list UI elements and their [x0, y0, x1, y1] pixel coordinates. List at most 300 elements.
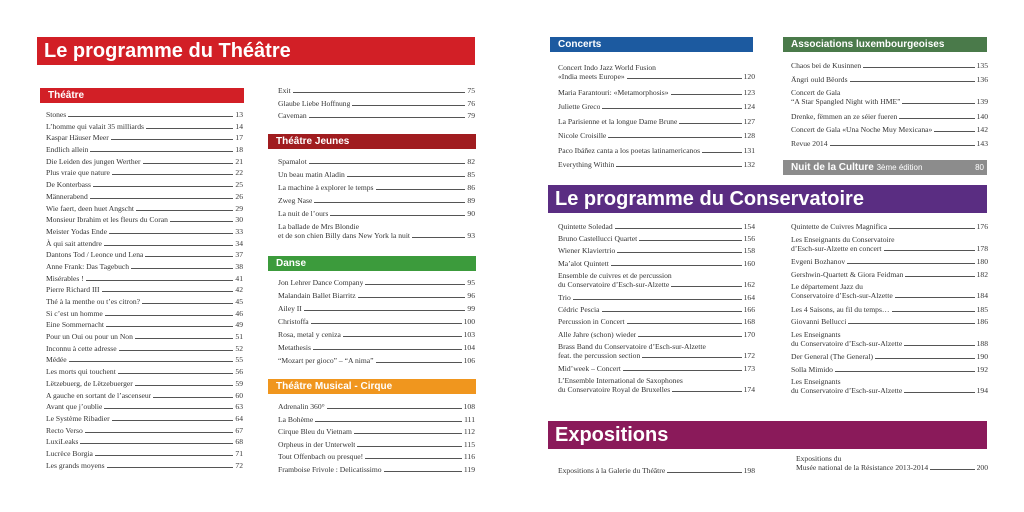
entry-page: 166 [743, 305, 755, 315]
leader-line [830, 145, 975, 146]
leader-line [293, 92, 466, 93]
list-item [46, 250, 243, 259]
list-item [278, 222, 475, 240]
entry-page: 158 [743, 246, 755, 256]
leader-line [330, 215, 465, 216]
entry-title: Expositions du [796, 454, 842, 463]
entry-title-block [558, 63, 755, 81]
list-item [46, 215, 243, 224]
entry-page: 111 [464, 414, 475, 424]
entry-title: A gauche en sortant de l’ascenseur [46, 390, 152, 400]
entry-page: 172 [743, 350, 755, 360]
entry-page: 135 [976, 61, 988, 70]
entry-title: L’Ensemble International de Saxophones [558, 376, 683, 386]
entry-title: Gershwin-Quartett & Giora Feidman [791, 269, 904, 279]
entry-title: Wie faert, deen huet Angscht [46, 203, 135, 213]
entry-page: 51 [235, 332, 243, 342]
list-item [791, 61, 988, 70]
entry-title-block [278, 222, 475, 240]
entry-page: 176 [976, 222, 988, 231]
entry-page: 112 [463, 427, 475, 437]
leader-line [90, 151, 233, 152]
leader-line [889, 228, 975, 229]
entry-title: Cédric Pescia [558, 305, 600, 315]
entry-title: Inconnu à cette adresse [46, 343, 117, 353]
leader-line [679, 123, 741, 124]
list-item [278, 111, 475, 120]
leader-line [90, 198, 234, 199]
list-item [278, 86, 475, 95]
leader-line [627, 78, 742, 79]
leader-line [105, 315, 234, 316]
leader-line [847, 263, 974, 264]
list-item [558, 271, 755, 289]
entry-title: Stones [46, 110, 67, 119]
theatre-programme-title: Le programme du Théâtre [37, 37, 475, 65]
entry-title: Les Enseignants [791, 377, 841, 386]
section-nuit-culture [783, 160, 987, 175]
leader-line [69, 361, 234, 362]
leader-line [627, 323, 742, 324]
entry-page: 22 [235, 168, 243, 178]
leader-line [617, 252, 741, 253]
entry-title: Bruno Castellucci Quartet [558, 234, 638, 244]
leader-line [135, 385, 234, 386]
entry-title: Le Système Ribadier [46, 413, 110, 423]
entry-page: 103 [463, 330, 475, 339]
list-theatre-continued [278, 86, 475, 124]
entry-page: 185 [976, 304, 988, 314]
list-item [558, 63, 755, 81]
entry-title: Tout Offenbach ou presque! [278, 452, 364, 462]
leader-line [327, 408, 462, 409]
leader-line [80, 443, 233, 444]
leader-line [376, 362, 462, 363]
list-item [46, 274, 243, 283]
leader-line [358, 297, 466, 298]
entry-title: Ma’alot Quintett [558, 258, 609, 268]
entry-page: 108 [463, 402, 475, 411]
entry-page: 21 [235, 156, 243, 166]
list-item [278, 183, 475, 192]
entry-page: 182 [976, 269, 988, 279]
entry-title-line2: du Conservatoire Royal de Bruxelles [558, 385, 671, 395]
entry-page: 100 [463, 317, 475, 326]
leader-line [136, 210, 233, 211]
list-associations [791, 61, 988, 152]
list-item [46, 344, 243, 353]
leader-line [309, 117, 466, 118]
entry-page: 17 [235, 133, 243, 143]
leader-line [131, 268, 233, 269]
entry-title: Les 4 Saisons, au fil du temps… [791, 304, 890, 314]
entry-page: 90 [467, 209, 475, 218]
entry-title: La Bohème [278, 414, 314, 424]
list-item [46, 145, 243, 154]
leader-line [672, 391, 741, 392]
entry-title: Recto Verso [46, 425, 83, 435]
entry-page: 25 [235, 180, 243, 190]
leader-line [68, 116, 233, 117]
entry-title: Le département Jazz du [791, 282, 863, 291]
entry-title: Percussion in Concert [558, 317, 625, 327]
entry-title: Si c’est un homme [46, 308, 103, 318]
section-theatre: Théâtre [40, 88, 244, 103]
leader-line [313, 349, 462, 350]
entry-page: 38 [235, 261, 243, 271]
entry-title: Revue 2014 [791, 138, 828, 148]
list-item [791, 377, 988, 395]
leader-line [671, 94, 742, 95]
leader-line [357, 446, 461, 447]
leader-line [311, 323, 462, 324]
entry-title: Jon Lehrer Dance Company [278, 278, 364, 287]
entry-title: Kaspar Häuser Meer [46, 133, 109, 143]
leader-line [347, 176, 466, 177]
list-item [46, 391, 243, 400]
entry-title: Les grands moyens [46, 460, 105, 470]
entry-page: 180 [976, 257, 988, 266]
leader-line [309, 163, 466, 164]
entry-title: Glaube Liebe Hoffnung [278, 98, 351, 108]
entry-title: Metathesis [278, 343, 311, 352]
entry-page: 174 [743, 385, 755, 395]
leader-line [93, 186, 233, 187]
list-item [791, 75, 988, 84]
leader-line [143, 163, 234, 164]
leader-line [904, 345, 974, 346]
entry-page: 168 [743, 317, 755, 327]
entry-page: 26 [235, 191, 243, 201]
entry-page: 190 [976, 352, 988, 361]
entry-title: Concert de Gala [791, 88, 841, 97]
entry-page: 178 [976, 243, 988, 253]
leader-line [145, 256, 233, 257]
leader-line [118, 373, 234, 374]
leader-line [343, 336, 462, 337]
entry-page: 120 [743, 72, 755, 81]
entry-title: Les morts qui touchent [46, 367, 116, 377]
list-item [46, 402, 243, 411]
entry-title: Monsieur Ibrahim et les fleurs du Coran [46, 215, 168, 225]
entry-title: Expositions à la Galerie du Théâtre [558, 466, 666, 475]
expositions-title: Expositions [548, 421, 987, 449]
entry-page: 76 [467, 98, 475, 108]
entry-title: Chaos bei de Kusinnen [791, 61, 862, 70]
entry-page: 63 [235, 402, 243, 412]
entry-page: 194 [976, 386, 988, 395]
entry-page: 200 [976, 463, 988, 472]
list-item [278, 343, 475, 352]
entry-title: Adrenalin 360° [278, 402, 325, 411]
entry-page: 29 [235, 203, 243, 213]
entry-title: Malandain Ballet Biarritz [278, 291, 356, 300]
entry-title: Maria Farantouri: «Metamorphosis» [558, 87, 669, 97]
entry-page: 127 [743, 116, 755, 126]
list-musical [278, 402, 475, 478]
list-item [558, 376, 755, 394]
entry-page: 72 [235, 460, 243, 470]
list-item [558, 466, 755, 475]
entry-page: 132 [743, 160, 755, 169]
list-item [558, 246, 755, 255]
entry-page: 188 [976, 338, 988, 348]
entry-title: Concert de Gala «Una Noche Muy Mexicana» [791, 125, 933, 134]
nuit-page: 80 [975, 163, 984, 172]
section-theatre-jeunes: Théâtre Jeunes [268, 134, 476, 149]
entry-title: Lëtzebuerg, de Lëtzebuerger [46, 378, 133, 388]
entry-page: 34 [235, 238, 243, 248]
entry-title-block [558, 271, 755, 289]
entry-page: 116 [463, 452, 475, 462]
entry-title: Everything Within [558, 160, 615, 169]
entry-title-block [796, 454, 988, 472]
list-item [46, 332, 243, 341]
leader-line [146, 128, 233, 129]
list-item [791, 139, 988, 148]
leader-line [376, 189, 466, 190]
section-danse: Danse [268, 256, 476, 271]
list-item [46, 239, 243, 248]
entry-title: LuxiLeaks [46, 437, 79, 447]
list-conservatoire-right [791, 222, 988, 400]
list-item [46, 449, 243, 458]
leader-line [85, 432, 234, 433]
list-theatre [46, 110, 243, 472]
entry-title: Orpheus in der Unterwelt [278, 439, 356, 449]
entry-page: 128 [743, 131, 755, 140]
list-item [791, 235, 988, 253]
list-item [278, 452, 475, 461]
entry-title: Les Enseignants du Conservatoire [791, 234, 895, 244]
entry-title-block [791, 330, 988, 348]
entry-title: Drenke, fëmmen an ze séier fueren [791, 111, 898, 121]
entry-page: 115 [463, 439, 475, 449]
leader-line [111, 139, 234, 140]
leader-line [384, 471, 462, 472]
entry-title-block [791, 282, 988, 300]
leader-line [892, 311, 975, 312]
list-item [278, 356, 475, 365]
leader-line [119, 350, 234, 351]
entry-title: Giovanni Bellucci [791, 317, 847, 326]
entry-page: 95 [467, 278, 475, 287]
leader-line [639, 240, 741, 241]
list-item [46, 262, 243, 271]
leader-line [638, 336, 741, 337]
leader-line [899, 118, 974, 119]
list-item [791, 270, 988, 279]
entry-title: Concert Indo Jazz World Fusion [558, 63, 656, 72]
nuit-heading: Nuit de la Culture [791, 162, 874, 173]
list-item [791, 352, 988, 361]
leader-line [102, 291, 234, 292]
entry-title: Plus vraie que nature [46, 168, 110, 178]
entry-page: 33 [235, 226, 243, 236]
leader-line [573, 299, 742, 300]
entry-title: Thé à la menthe ou t’es citron? [46, 297, 141, 306]
entry-page: 86 [467, 183, 475, 192]
entry-title: Brass Band du Conservatoire d’Esch-sur-Alzette [558, 341, 706, 351]
list-item [46, 157, 243, 166]
list-item [558, 88, 755, 97]
list-item [278, 465, 475, 474]
entry-title: Pour un Oui ou pour un Non [46, 332, 133, 342]
entry-title: Cirque Bleu du Vietnam [278, 427, 352, 437]
list-item [558, 117, 755, 126]
entry-page: 106 [463, 356, 475, 365]
entry-page: 140 [976, 111, 988, 121]
entry-title: Médée [46, 355, 67, 365]
list-item [278, 415, 475, 424]
leader-line [904, 392, 974, 393]
entry-title-line2: et de son chien Billy dans New York la nuit [278, 231, 411, 240]
leader-line [905, 276, 974, 277]
entry-page: 124 [743, 102, 755, 111]
entry-title: La nuit de l’ours [278, 209, 329, 218]
entry-title-line2: du Conservatoire d’Esch-sur-Alzette [791, 386, 903, 395]
entry-title: La ballade de Mrs Blondie [278, 222, 359, 231]
list-item [46, 379, 243, 388]
entry-page: 198 [743, 466, 755, 475]
entry-title-line2: feat. the percussion section [558, 350, 641, 360]
entry-page: 68 [235, 437, 243, 447]
nuit-edition: 3ème édition [876, 163, 923, 172]
list-item [278, 157, 475, 166]
entry-title-block [791, 88, 988, 106]
leader-line [884, 250, 975, 251]
list-item [278, 291, 475, 300]
entry-page: 64 [235, 413, 243, 423]
entry-title: Exit [278, 86, 291, 95]
list-item [791, 222, 988, 231]
list-item [791, 330, 988, 348]
list-item [46, 180, 243, 189]
leader-line [365, 458, 462, 459]
entry-title: Meister Yodas Ende [46, 226, 107, 236]
list-item [46, 367, 243, 376]
entry-title-line2: du Conservatoire d’Esch-sur-Alzette [791, 338, 903, 348]
leader-line [895, 297, 975, 298]
entry-title: Wiener Klaviertrio [558, 246, 616, 256]
entry-title: Quintette Soledad [558, 222, 613, 231]
section-concerts: Concerts [550, 37, 753, 52]
entry-title: Alle Jahre (schon) wieder [558, 329, 637, 339]
entry-title-block [791, 377, 988, 395]
leader-line [106, 326, 233, 327]
entry-page: 99 [467, 304, 475, 313]
entry-page: 186 [976, 317, 988, 326]
entry-title: La machine à explorer le temps [278, 183, 374, 192]
list-item [46, 204, 243, 213]
leader-line [112, 174, 234, 175]
list-item [791, 305, 988, 314]
entry-page: 170 [743, 329, 755, 339]
leader-line [354, 433, 462, 434]
entry-page: 123 [743, 87, 755, 97]
list-item [46, 461, 243, 470]
entry-title-line2: du Conservatoire d’Esch-sur-Alzette [558, 279, 670, 289]
leader-line [412, 237, 465, 238]
entry-page: 162 [743, 279, 755, 289]
entry-page: 42 [235, 285, 243, 295]
entry-title: Lucrèce Borgia [46, 448, 93, 458]
list-item [278, 304, 475, 313]
entry-page: 30 [235, 215, 243, 225]
entry-title: Ailey II [278, 304, 302, 313]
entry-page: 104 [463, 343, 475, 352]
list-item [558, 330, 755, 339]
leader-line [107, 467, 234, 468]
list-item [46, 320, 243, 329]
entry-title: Les Enseignants [791, 329, 841, 339]
entry-title: La Parisienne et la longue Dame Brune [558, 116, 678, 126]
list-item [278, 317, 475, 326]
leader-line [602, 311, 742, 312]
leader-line [835, 371, 975, 372]
list-item [46, 309, 243, 318]
entry-title: Ensemble de cuivres et de percussion [558, 270, 672, 280]
list-item [558, 102, 755, 111]
leader-line [702, 152, 742, 153]
leader-line [104, 245, 234, 246]
list-item [558, 160, 755, 169]
list-item [558, 317, 755, 326]
list-item [46, 297, 243, 306]
leader-line [109, 233, 233, 234]
list-item [558, 364, 755, 373]
entry-title: Nicole Croisille [558, 131, 607, 140]
entry-title-line2: Musée national de la Résistance 2013-2014 [796, 463, 929, 472]
leader-line [352, 105, 465, 106]
entry-title: Christoffa [278, 317, 309, 326]
leader-line [930, 469, 974, 470]
list-item [791, 365, 988, 374]
list-item [278, 278, 475, 287]
leader-line [365, 284, 465, 285]
entry-title: Caveman [278, 111, 307, 120]
entry-title: Dantons Tod / Leonce und Lena [46, 250, 144, 260]
list-item [46, 285, 243, 294]
entry-page: 49 [235, 320, 243, 330]
entry-page: 136 [976, 74, 988, 84]
list-item [791, 317, 988, 326]
entry-title: Endlich allein [46, 145, 89, 155]
entry-page: 156 [743, 234, 755, 244]
entry-title: Misérables ! [46, 273, 84, 283]
leader-line [314, 202, 465, 203]
entry-title: Framboise Frivole : Delicatissimo [278, 464, 382, 474]
list-conservatoire-left [558, 222, 755, 398]
entry-page: 139 [976, 97, 988, 106]
entry-page: 192 [976, 364, 988, 374]
entry-page: 75 [467, 86, 475, 95]
entry-page: 82 [467, 157, 475, 166]
leader-line [112, 420, 234, 421]
entry-title: Quintette de Cuivres Magnifica [791, 222, 887, 231]
entry-page: 52 [235, 343, 243, 353]
list-item [791, 282, 988, 300]
leader-line [875, 358, 975, 359]
leader-line [608, 137, 741, 138]
list-theatre-jeunes [278, 157, 475, 245]
entry-page: 79 [467, 111, 475, 120]
leader-line [850, 81, 975, 82]
leader-line [135, 338, 234, 339]
list-item [558, 293, 755, 302]
leader-line [616, 166, 741, 167]
leader-line [615, 228, 742, 229]
